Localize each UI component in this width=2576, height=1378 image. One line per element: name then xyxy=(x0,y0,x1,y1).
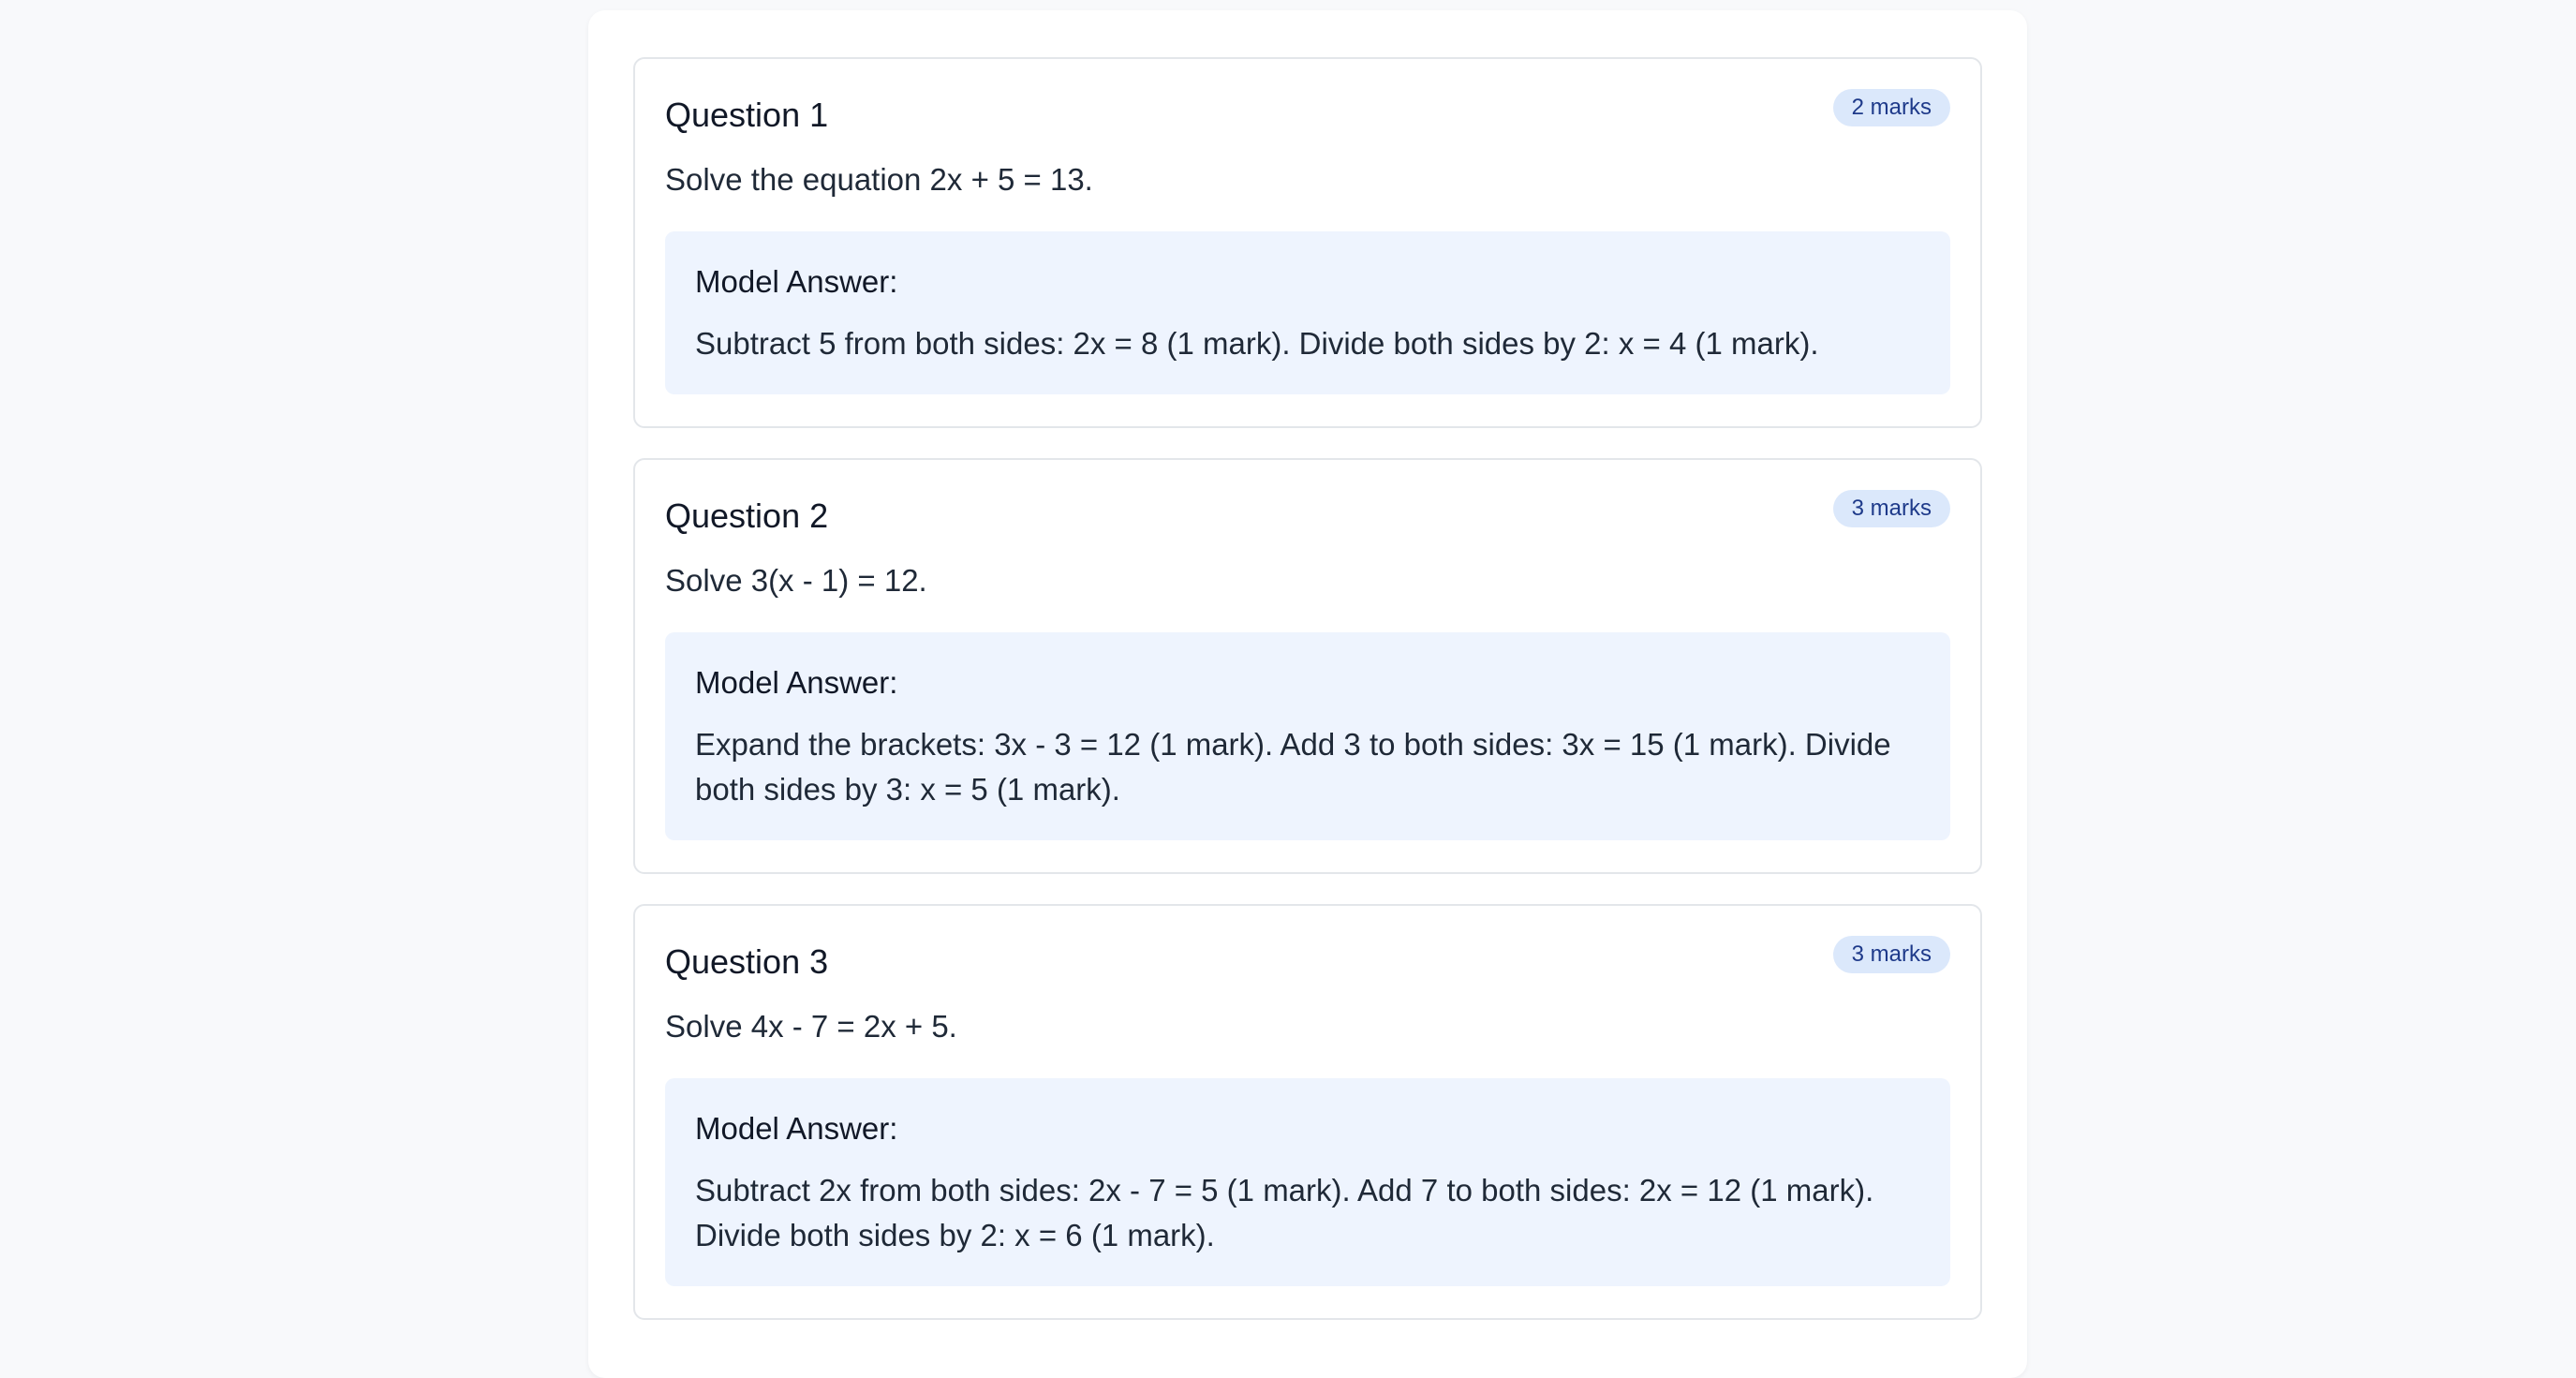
marks-badge: 3 marks xyxy=(1833,490,1950,527)
question-card xyxy=(633,904,1982,1320)
question-text: Solve 3(x - 1) = 12. xyxy=(665,563,927,598)
model-answer-box xyxy=(665,1078,1950,1286)
model-answer-text: Expand the brackets: 3x - 3 = 12 (1 mark). Add 3 to both sides: 3x = 15 (1 mark). Divide both sides by 3: x = 5 (1 mark). xyxy=(695,726,1891,807)
model-answer-label: Model Answer: xyxy=(695,1111,898,1146)
question-title: Question 2 xyxy=(665,496,829,535)
marks-badge: 3 marks xyxy=(1833,936,1950,973)
question-title: Question 1 xyxy=(665,96,829,134)
question-text: Solve the equation 2x + 5 = 13. xyxy=(665,162,1093,197)
model-answer-box xyxy=(665,632,1950,840)
question-card xyxy=(633,57,1982,428)
model-answer-text: Subtract 2x from both sides: 2x - 7 = 5 (1 mark). Add 7 to both sides: 2x = 12 (1 mark). Divide both sides by 2: x = 6 (1 mark). xyxy=(695,1172,1874,1252)
marks-badge: 2 marks xyxy=(1833,89,1950,126)
model-answer-label: Model Answer: xyxy=(695,264,898,299)
worksheet-card xyxy=(588,10,2027,1378)
model-answer-box xyxy=(665,231,1950,394)
question-title: Question 3 xyxy=(665,942,829,981)
question-card xyxy=(633,458,1982,874)
model-answer-text: Subtract 5 from both sides: 2x = 8 (1 mark). Divide both sides by 2: x = 4 (1 mark). xyxy=(695,325,1819,361)
question-text: Solve 4x - 7 = 2x + 5. xyxy=(665,1009,957,1044)
model-answer-label: Model Answer: xyxy=(695,665,898,700)
